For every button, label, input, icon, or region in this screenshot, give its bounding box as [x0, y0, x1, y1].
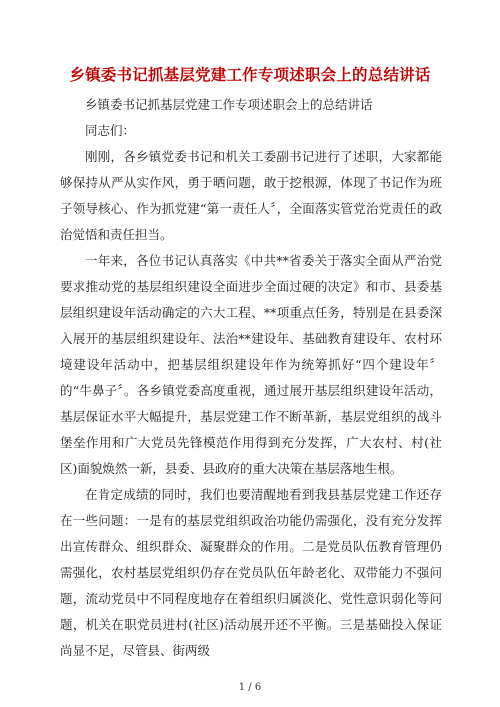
subtitle-paragraph: 乡镇委书记抓基层党建工作专项述职会上的总结讲话: [85, 97, 373, 112]
body-paragraph: 在肯定成绩的同时，我们也要清醒地看到我县基层党建工作还存在一些问题：一是有的基层党组织政治功能仍需强化，没有充分发挥出宣传群众、组织群众、凝聚群众的作用。二是党员队伍教育管理仍需强化，农村基层党组织仍存在党员队伍年龄老化、双带能力不强问题，流动党员中不同程度地存在着组织归属淡化、党性意识弱化等问题，机关在职党员进村(社区)活动展开还不平衡。三是基础投入保证尚显不足，尽管县、街两级: [60, 487, 442, 658]
page-number: 1 / 6: [238, 682, 262, 693]
salutation-paragraph: 同志们：: [85, 123, 136, 138]
document-title: 乡镇委书记抓基层党建工作专项述职会上的总结讲话: [69, 65, 431, 84]
body-paragraph: 刚刚，各乡镇党委书记和机关工委副书记进行了述职，大家都能够保持从严从实作风，勇于晒问题，敢于挖根源，体现了书记作为班子领导核心、作为抓党建“第一责任人〞，全面落实管党治党责任的政治觉悟和责任担当。: [60, 149, 442, 242]
document-body: [60, 92, 442, 664]
body-paragraph: 一年来，各位书记认真落实《中共**省委关于落实全面从严治党要求推动党的基层组织建设全面进步全面过硬的决定》和市、县委基层组织建设年活动确定的六大工程、**项重点任务，特别是在县委深入展开的基层组织建设年、法治**建设年、基础教育建设年、农村环境建设年活动中，把基层组织建设年作为统筹抓好“四个建设年〞的“牛鼻子〞。各乡镇党委高度重视，通过展开基层组织建设年活动，基层保证水平大幅提升，基层党建工作不断革新，基层党组织的战斗堡垒作用和广大党员先锋模范作用得到充分发挥，广大农村、村(社区)面貌焕然一新，县委、县政府的重大决策在基层落地生根。: [60, 253, 442, 476]
